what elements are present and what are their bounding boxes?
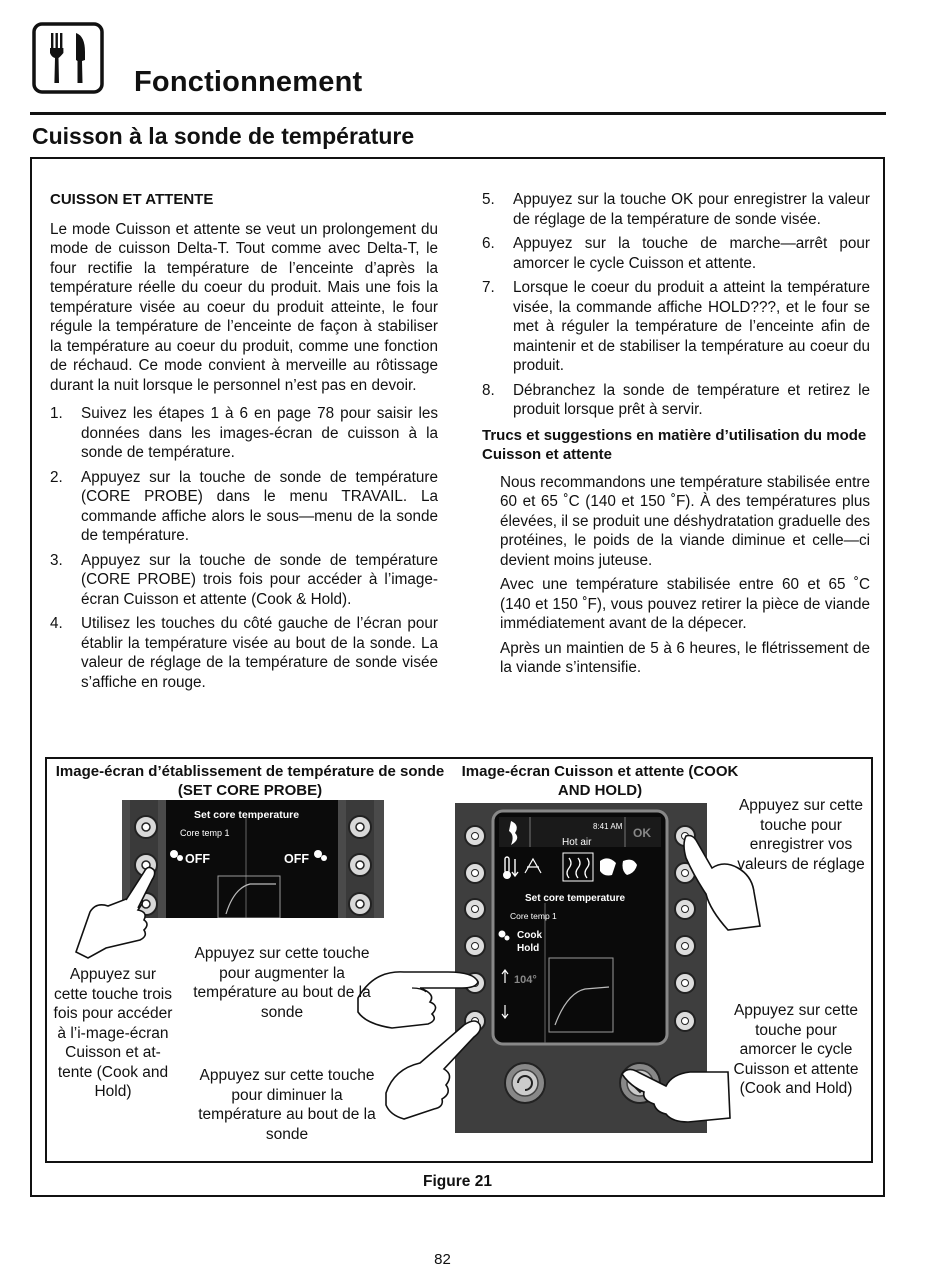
- note-decrease-temp: Appuyez sur cette touche pour diminuer la température au bout de la sonde: [198, 1067, 376, 1143]
- step-number: 1.: [50, 405, 63, 422]
- list-item: [482, 278, 870, 376]
- header-rule: [30, 112, 886, 115]
- tips-heading: Trucs et suggestions en matière d’utilisation du mode Cuisson et attente: [482, 426, 867, 463]
- step-text: Appuyez sur la touche de sonde de température (CORE PROBE) trois fois pour accéder à l’image-écran Cuisson et attente (Cook & Hold).: [81, 551, 438, 608]
- hold-label: Hold: [517, 943, 540, 954]
- step-text: Lorsque le coeur du produit a atteint la température visée, la commande affiche HOLD???, et le four se met à réguler la température de l’enceinte afin de maintenir et de stabiliser la température au coeur du produit.: [513, 279, 870, 374]
- step-text: Débranchez la sonde de température et retirez le produit lorsque prêt à servir.: [513, 381, 870, 418]
- list-item: [50, 551, 438, 610]
- steps-list: [50, 404, 438, 692]
- list-item: [50, 614, 438, 692]
- step-text: Appuyez sur la touche OK pour enregistrer la valeur de réglage de la température de sonde visée.: [513, 191, 870, 228]
- list-item: [50, 404, 438, 463]
- step-number: 6.: [482, 235, 495, 252]
- step-number: 3.: [50, 551, 63, 569]
- list-item: [50, 468, 438, 546]
- step-number: 5.: [482, 191, 495, 208]
- step-text: Appuyez sur la touche de marche—arrêt pour amorcer le cycle Cuisson et attente.: [513, 235, 870, 272]
- tip-paragraph: Avec une température stabilisée entre 60 et 65 ˚C (140 et 150 ˚F), vous pouvez retirer la pièce de viande immédiatement avant de la dépecer.: [500, 576, 870, 632]
- step-number: 2.: [50, 468, 63, 486]
- note-start-cycle: Appuyez sur cette touche pour amorcer le cycle Cuisson et attente (Cook and Hold): [733, 1002, 859, 1097]
- tip-paragraph: Après un maintien de 5 à 6 heures, le flétrissement de la viande s’intensifie.: [500, 639, 870, 676]
- steps-list: [482, 190, 870, 420]
- step-text: Utilisez les touches du côté gauche de l’écran pour établir la température visée au bout de la sonde. La valeur de réglage de la température de sonde visée s’affiche en rouge.: [81, 615, 438, 691]
- pointing-hand-icon: [382, 1015, 490, 1123]
- caption-set-core-probe: Image-écran d’établissement de température de sonde (SET CORE PROBE): [55, 763, 445, 799]
- right-column: [482, 190, 870, 683]
- cook-label: Cook: [517, 930, 542, 941]
- figure-caption: Figure 21: [423, 1173, 492, 1190]
- fork-knife-icon: [32, 22, 104, 94]
- section-title: Cuisson à la sonde de température: [32, 123, 415, 149]
- time-display: 8:41 AM: [593, 822, 623, 831]
- chapter-title: Fonctionnement: [134, 66, 363, 98]
- step-number: 8.: [482, 381, 495, 399]
- right-key-column: [349, 816, 371, 915]
- list-item: [482, 190, 870, 229]
- left-column: [50, 190, 438, 697]
- step-number: 7.: [482, 279, 495, 296]
- pointing-hand-icon: [618, 1060, 734, 1124]
- screen-subtitle: Core temp 1: [180, 828, 230, 838]
- list-item: [482, 381, 870, 420]
- note-save-settings: Appuyez sur cette touche pour enregistrer vos valeurs de réglage: [737, 797, 865, 873]
- step-text: Appuyez sur la touche de sonde de température (CORE PROBE) dans le menu TRAVAIL. La commande affiche alors le sous—menu de la sonde de température.: [81, 468, 438, 544]
- screen-subtitle: Core temp 1: [510, 911, 557, 921]
- list-item: [482, 234, 870, 273]
- note-increase-temp: Appuyez sur cette touche pour augmenter la température au bout de la sonde: [193, 945, 371, 1021]
- step-text: Suivez les étapes 1 à 6 en page 78 pour saisir les données dans les images-écran de cuisson à la sonde de température.: [81, 405, 438, 461]
- note-press-three-times: Appuyez sur cette touche trois fois pour accéder à l’i-mage-écran Cuisson et at-tente (Cook and Hold): [53, 966, 173, 1100]
- ok-label: OK: [633, 826, 651, 840]
- target-temp: 104°: [514, 974, 537, 986]
- pointing-hand-icon: [68, 860, 166, 960]
- screen-title: Set core temperature: [194, 809, 300, 821]
- mode-label: Hot air: [562, 837, 592, 848]
- off-label-right: OFF: [284, 852, 309, 866]
- off-label-left: OFF: [185, 852, 210, 866]
- tip-paragraph: Nous recommandons une température stabilisée entre 60 et 65 ˚C (140 et 150 ˚F). À des températures plus élevées, il se produit une déshydratation graduelle des protéines, le poids de la viande diminue et celle—ci devient moins juteuse.: [500, 473, 870, 569]
- intro-paragraph: Le mode Cuisson et attente se veut un prolongement du mode de cuisson Delta-T. Tout comme avec Delta-T, le four rectifie la température de l’enceinte d’après la température réelle du coeur du produit. Mais une fois la température visée au coeur du produit atteinte, le four régule la température de l’enceinte de façon à stabiliser la température au coeur du produit, comme une fonction de réchaud. Ce mode convient à merveille au rôtissage durant la nuit lorsque le personnel n’est pas en devoir.: [50, 220, 438, 394]
- step-number: 4.: [50, 615, 63, 632]
- subheading: CUISSON ET ATTENTE: [50, 191, 214, 208]
- caption-cook-and-hold: Image-écran Cuisson et attente (COOK AND HOLD): [461, 763, 739, 799]
- page-number: 82: [434, 1251, 451, 1268]
- screen-title: Set core temperature: [525, 893, 626, 904]
